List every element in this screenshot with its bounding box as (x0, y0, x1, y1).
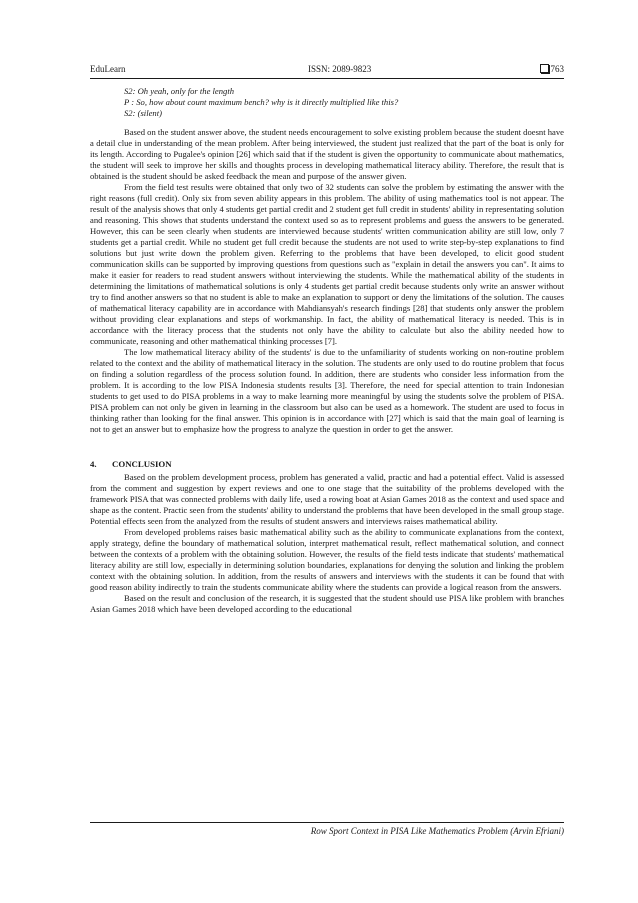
header-divider (90, 78, 564, 79)
body-paragraph: The low mathematical literacy ability of the students' is due to the unfamiliarity of students working on non-routine problem related to the context and the ability of mathematical literacy in the solution. The students are only used to do routine problem that focus on finding a solution regardless of the process solution found. In addition, there are students who consider less information from the problem. It is according to the low PISA Indonesia students results [3]. Therefore, the need for special attention to train Indonesian students to get used to do PISA problems in a way to make learning more meaningful by using the students solve the problem of PISA. PISA problem can not only be given in learning in the classroom but also can be used as a homework. The student are used to focus in thinking rather than looking for the final answer. This opinion is in accordance with [27] which is said that the main goal of learning is not to get an answer but to emphasize how the progress to analyze the question in order to get the answer. (90, 347, 564, 434)
dialogue-line: S2: Oh yeah, only for the length (124, 86, 235, 96)
dialogue-line: S2: (silent) (124, 108, 162, 118)
footer-divider (90, 822, 564, 823)
section-number: 4. (90, 459, 97, 469)
section-heading (90, 459, 564, 470)
section-title: CONCLUSION (112, 459, 172, 469)
conclusion-paragraph: Based on the problem development process, problem has generated a valid, practic and had a potential effect. Valid is assessed from the comment and suggestion by expert reviews and one to one stage that the suitability of the problems developed with the framework PISA that was connected problems with daily life, used a rowing boat at Asian Games 2018 as the context and used space and shape as the content. Practic seen from the students' ability to understand the problems that have been developed in the small group stage. Potential effects seen from the analyzed from the results of student answers and interviews raises mathematical ability. (90, 472, 564, 526)
body-paragraph: From the field test results were obtained that only two of 32 students can solve the problem by estimating the answer with the right reasons (full credit). Only six from seven ability appears in this problem. The ability of using mathematics tool is not appear. The result of the analysis shows that only 4 students get partial credit and 2 student get full credit in students' ability in representating solution and reasoning. This shows that students understand the context used so as to represent problems and guess the answers to be generated. However, this can be seen clearly when students are interviewed because students' written communication ability are still low, only 7 students get a partial credit. While no student get full credit because the students are not used to write step-by-step explanations to find solutions but just write down the problem given. Referring to the problems that have been developed, to elicit good student communication skills can be supported by improving questions from questions such as "explain in detail the answers you can". It aims to make it easier for readers to read student answers without interviewing the students. While the mathematical ability of the students in determining the limitations of mathematical solutions is only 4 students get partial credit because students only write an answer without try to find another answers so that no student is able to make an explanation to support or deny the limitations of the solution. The causes of mathematical literacy capability are in accordance with Mahdiansyah's research findings [28] that students only answer the problem without providing clear explanations and steps of workmanship. In fact, the ability of mathematical literacy is needed. This is in accordance with the literacy process that the students not only have the ability to calculate but also the ability needed how to communicate, reasoning and other mathematical thinking processes [7]. (90, 182, 564, 346)
square-bullet-icon (540, 64, 549, 73)
journal-name: EduLearn (90, 64, 126, 74)
conclusion-paragraph: From developed problems raises basic mathematical ability such as the ability to communicate explanations from the context, apply strategy, define the boundary of mathematical solution, interpret mathematical result, reflect mathematical solution, and connect between the contexts of a problem with the obtaining solution. However, the results of the field tests indicate that students' mathematical literacy ability are still low, especially in determining solution boundaries, explanations for denying the solution and linking the problem context with the obtaining solution. In addition, from the results of answers and interviews with the students it can be found that with good reason ability indirectly to train the students communicate ability where the students can provide a logical reason from the answers. (90, 527, 564, 592)
interview-dialogue (124, 86, 564, 119)
body-paragraph: Based on the student answer above, the student needs encouragement to solve existing problem because the student doesnt have a detail clue in understanding of the mean problem. After being interviewed, the student just realized that the part of the boat is only for its length. According to Pugalee's opinion [26] which said that if the student is given the opportunity to communicate about mathematics, the student will seek to improve her skills and thoughts process in developing mathematical literacy ability. Therefore, the result that is obtained is the student should be asked feedback the mean and purpose of the answer given. (90, 127, 564, 181)
page-body (90, 86, 564, 615)
dialogue-line: P : So, how about count maximum bench? why is it directly multiplied like this? (124, 97, 399, 107)
conclusion-paragraph: Based on the result and conclusion of the research, it is suggested that the student should use PISA like problem with branches Asian Games 2018 which have been developed according to the educational (90, 593, 564, 614)
page-number: 763 (550, 64, 564, 74)
running-footer: Row Sport Context in PISA Like Mathematics Problem (Arvin Efriani) (310, 826, 564, 836)
page-header (90, 63, 564, 77)
issn-label: ISSN: 2089-9823 (308, 64, 372, 74)
